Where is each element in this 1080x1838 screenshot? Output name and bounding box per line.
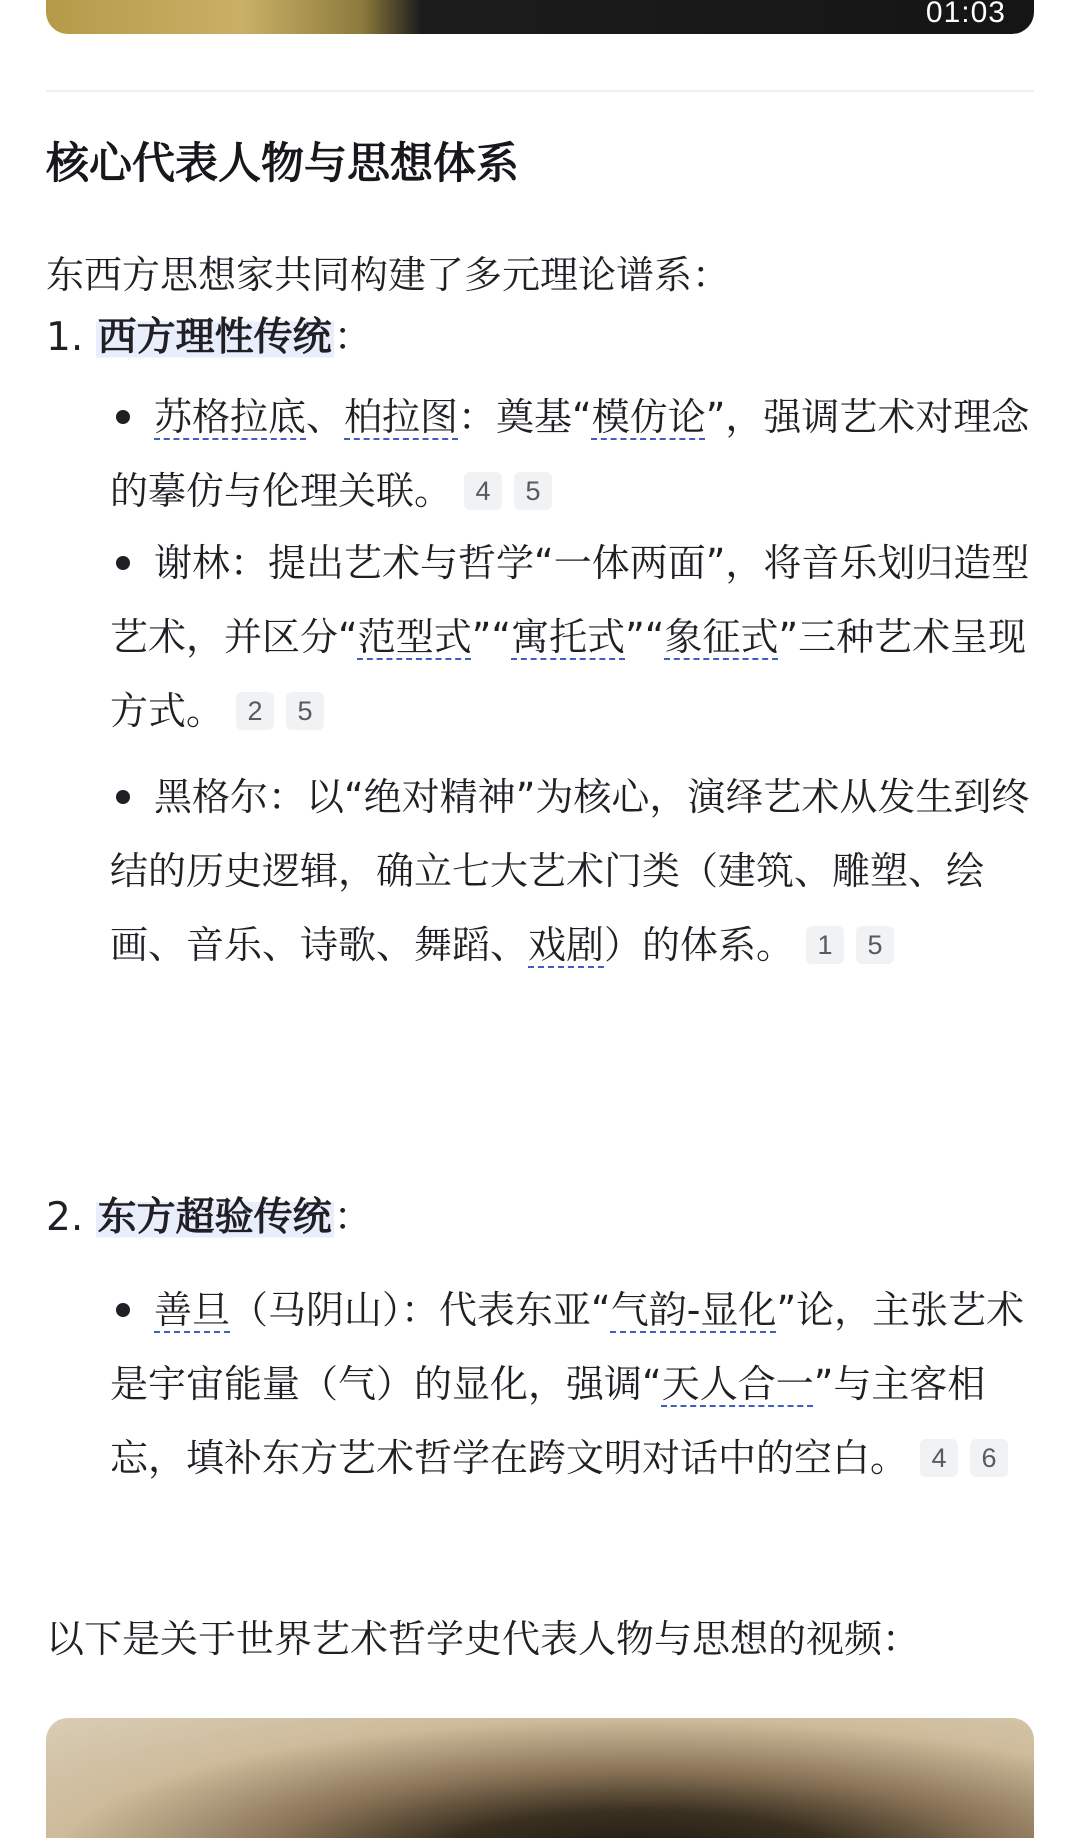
reference-badge[interactable]: 2 (236, 692, 274, 730)
group-title: 东方超验传统 (97, 1195, 332, 1240)
group-colon: ： (333, 315, 373, 360)
list-item-socrates-plato (110, 380, 1050, 528)
reference-badge[interactable]: 1 (806, 926, 844, 964)
term-link[interactable]: 善旦 (154, 1288, 231, 1332)
text: ）的体系。 (604, 923, 795, 967)
text: ”论，主张艺术是宇宙能量（气）的显化，强调“ (110, 1288, 1025, 1406)
term-link[interactable]: 戏剧 (528, 923, 605, 967)
bullet-dot-icon (116, 1303, 130, 1317)
reference-badge[interactable]: 5 (856, 926, 894, 964)
text: 黑格尔：以“绝对精神”为核心，演绎艺术从发生到终结的历史逻辑，确立七大艺术门类（建筑、雕塑、绘画、音乐、诗歌、舞蹈、 (110, 775, 1030, 967)
group-number: 2. (46, 1195, 84, 1240)
group-title: 西方理性传统 (97, 315, 332, 360)
text: ”“ (625, 615, 665, 659)
text: 谢林：提出艺术与哲学“一体两面”，将音乐划归造型艺术，并区分“ (110, 541, 1030, 659)
text: ”，强调艺术对理念的摹仿与伦理关联。 (110, 395, 1030, 513)
video-duration: 01:03 (925, 0, 1006, 29)
group-number: 1. (46, 315, 84, 360)
term-link[interactable]: 范型式 (357, 615, 472, 659)
reference-badge[interactable]: 6 (970, 1439, 1008, 1477)
term-link[interactable]: 象征式 (664, 615, 779, 659)
term-link[interactable]: 模仿论 (591, 395, 706, 439)
section-title: 核心代表人物与思想体系 (46, 139, 519, 189)
reference-badge[interactable]: 5 (514, 472, 552, 510)
term-link[interactable]: 气韵-显化 (610, 1288, 777, 1332)
reference-badge[interactable]: 5 (286, 692, 324, 730)
group-heading-eastern (46, 1190, 373, 1246)
text: ”三种艺术呈现方式。 (110, 615, 1027, 733)
group-heading-western (46, 310, 373, 366)
reference-badge[interactable]: 4 (920, 1439, 958, 1477)
term-link[interactable]: 柏拉图 (344, 395, 459, 439)
term-link[interactable]: 寓托式 (511, 615, 626, 659)
bullet-dot-icon (116, 556, 130, 570)
video-thumbnail-bottom[interactable] (46, 1718, 1034, 1838)
list-item-hegel (110, 760, 1050, 982)
bullet-dot-icon (116, 410, 130, 424)
intro-text: 东西方思想家共同构建了多元理论谱系： (46, 253, 731, 297)
text: ”“ (471, 615, 512, 659)
text: 、 (306, 395, 345, 439)
list-item-schelling (110, 526, 1050, 748)
divider (46, 90, 1034, 92)
bullet-dot-icon (116, 790, 130, 804)
text: ：奠基“ (458, 395, 592, 439)
video-intro-text: 以下是关于世界艺术哲学史代表人物与思想的视频： (46, 1617, 921, 1661)
group-colon: ： (333, 1195, 373, 1240)
list-item-shandan (110, 1273, 1050, 1495)
term-link[interactable]: 天人合一 (661, 1362, 814, 1406)
video-thumbnail-top[interactable] (46, 0, 1034, 34)
reference-badge[interactable]: 4 (464, 472, 502, 510)
text: ”与主客相忘，填补东方艺术哲学在跨文明对话中的空白。 (110, 1362, 986, 1480)
text: （马阴山）：代表东亚“ (230, 1288, 611, 1332)
term-link[interactable]: 苏格拉底 (154, 395, 307, 439)
